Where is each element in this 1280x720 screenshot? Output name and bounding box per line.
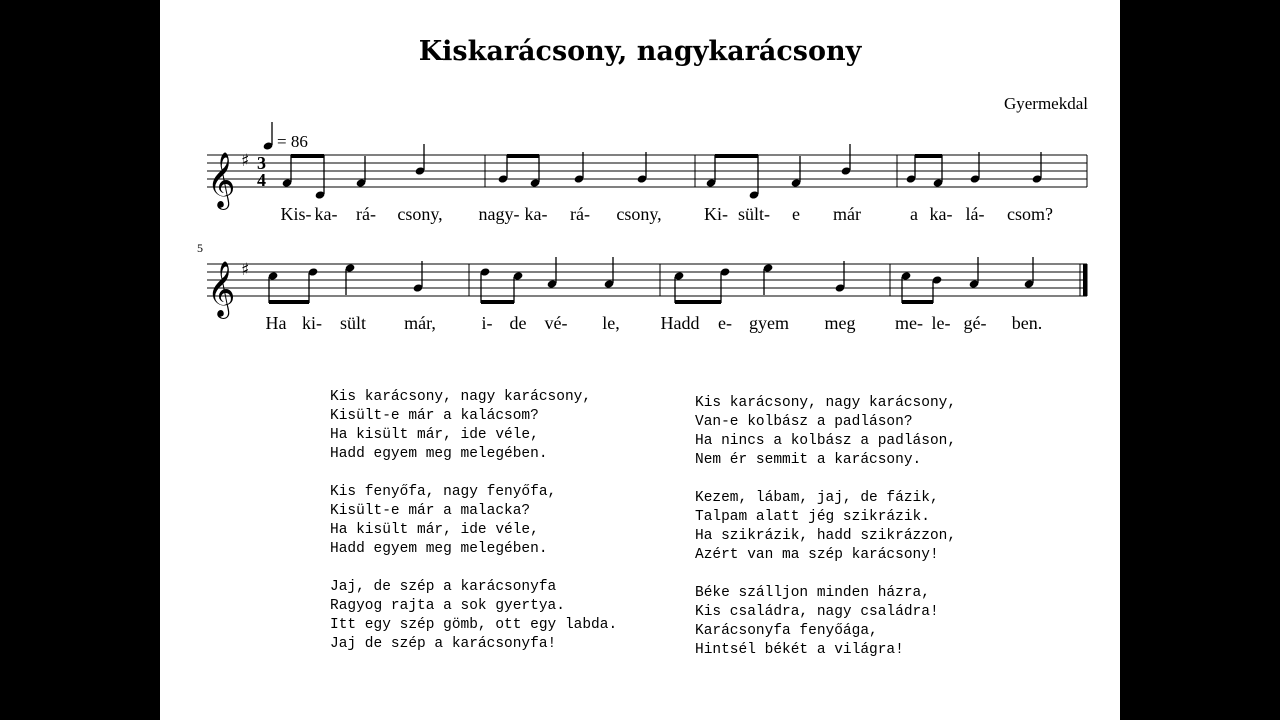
lyric-syllable: csony,	[397, 204, 443, 224]
lyric-syllable: Hadd	[660, 313, 700, 333]
lyric-syllable: gé-	[963, 313, 987, 333]
verse-line: Kis karácsony, nagy karácsony,	[695, 395, 957, 411]
lyrics-system-2	[266, 313, 1043, 333]
verse-line: Kis fenyőfa, nagy fenyőfa,	[330, 484, 557, 500]
lyric-syllable: csom?	[1007, 204, 1053, 224]
key-signature-sharp-icon: ♯	[241, 260, 250, 280]
tempo-mark	[263, 122, 308, 151]
verse-line: Hadd egyem meg melegében.	[330, 446, 548, 462]
time-signature-bottom: 4	[257, 170, 266, 190]
time-signature-top: 3	[257, 153, 266, 173]
lyric-syllable: vé-	[544, 313, 568, 333]
measure-number: 5	[197, 241, 203, 255]
verse-line: Nem ér semmit a karácsony.	[695, 452, 922, 468]
lyric-syllable: le,	[602, 313, 620, 333]
lyric-syllable: lá-	[965, 204, 985, 224]
stanza	[330, 483, 617, 559]
verse-line: Hadd egyem meg melegében.	[330, 541, 548, 557]
verse-line: Karácsonyfa fenyőága,	[695, 623, 878, 639]
lyric-syllable: sült	[339, 313, 367, 333]
lyric-syllable: Ki-	[704, 204, 728, 224]
lyric-syllable: ben.	[1011, 313, 1043, 333]
lyrics-system-1	[281, 204, 1054, 224]
staff-system-1	[207, 122, 1087, 224]
lyric-syllable: sült-	[737, 204, 771, 224]
lyric-syllable: nagy-	[478, 204, 520, 224]
stanza	[330, 388, 617, 464]
lyric-syllable: Ha	[265, 313, 287, 333]
lyric-syllable: a	[910, 204, 918, 224]
verse-line: Azért van ma szép karácsony!	[695, 547, 939, 563]
lyric-syllable: gyem	[749, 313, 789, 333]
stanza	[695, 394, 956, 470]
verse-line: Hintsél békét a világra!	[695, 642, 904, 658]
verses-left-column	[330, 388, 617, 673]
verse-line: Jaj, de szép a karácsonyfa	[330, 579, 557, 595]
notes-system-1	[282, 144, 1043, 200]
verse-line: Van-e kolbász a padláson?	[695, 414, 913, 430]
lyric-syllable: csony,	[616, 204, 662, 224]
lyric-syllable: de	[509, 313, 527, 333]
lyric-syllable: Kis-	[280, 204, 312, 224]
verse-line: Kezem, lábam, jaj, de fázik,	[695, 490, 939, 506]
final-barline	[1083, 264, 1088, 296]
lyric-syllable: ka-	[929, 204, 953, 224]
verse-line: Ha nincs a kolbász a padláson,	[695, 433, 957, 449]
verse-line: Jaj de szép a karácsonyfa!	[330, 636, 557, 652]
song-title: Kiskarácsony, nagykarácsony	[418, 36, 862, 67]
verse-line: Béke szálljon minden házra,	[695, 585, 930, 601]
verses-right-column	[695, 394, 956, 679]
lyric-syllable: már,	[404, 313, 436, 333]
verse-line: Ragyog rajta a sok gyertya.	[330, 598, 565, 614]
lyric-syllable: rá-	[356, 204, 376, 224]
verse-line: Ha kisült már, ide véle,	[330, 427, 539, 443]
lyric-syllable: rá-	[570, 204, 590, 224]
stanza	[695, 584, 956, 660]
lyric-syllable: me-	[895, 313, 923, 333]
lyric-syllable: már	[833, 204, 861, 224]
music-score	[160, 0, 1120, 360]
sheet-music-page	[160, 0, 1120, 720]
lyric-syllable: e-	[718, 313, 732, 333]
lyric-syllable: meg	[824, 313, 856, 333]
verse-line: Ha szikrázik, hadd szikrázzon,	[695, 528, 957, 544]
lyric-syllable: ka-	[314, 204, 338, 224]
lyric-syllable: e	[792, 204, 800, 224]
verse-line: Kis családra, nagy családra!	[695, 604, 939, 620]
key-signature-sharp-icon: ♯	[241, 151, 250, 171]
stanza	[330, 578, 617, 654]
lyric-syllable: le-	[931, 313, 951, 333]
staff-system-2	[197, 241, 1088, 333]
treble-clef-icon: 𝄞	[207, 261, 236, 317]
composer-label: Gyermekdal	[1003, 94, 1088, 113]
verse-line: Itt egy szép gömb, ott egy labda.	[330, 617, 618, 633]
verse-line: Kisült-e már a malacka?	[330, 503, 531, 519]
tempo-value: = 86	[277, 132, 308, 151]
lyric-syllable: ka-	[524, 204, 548, 224]
treble-clef-icon: 𝄞	[207, 152, 236, 208]
verse-line: Kis karácsony, nagy karácsony,	[330, 389, 592, 405]
verse-line: Ha kisült már, ide véle,	[330, 522, 539, 538]
stanza	[695, 489, 956, 565]
lyric-syllable: ki-	[302, 313, 322, 333]
verse-line: Kisült-e már a kalácsom?	[330, 408, 539, 424]
lyric-syllable: i-	[481, 313, 493, 333]
verse-line: Talpam alatt jég szikrázik.	[695, 509, 930, 525]
